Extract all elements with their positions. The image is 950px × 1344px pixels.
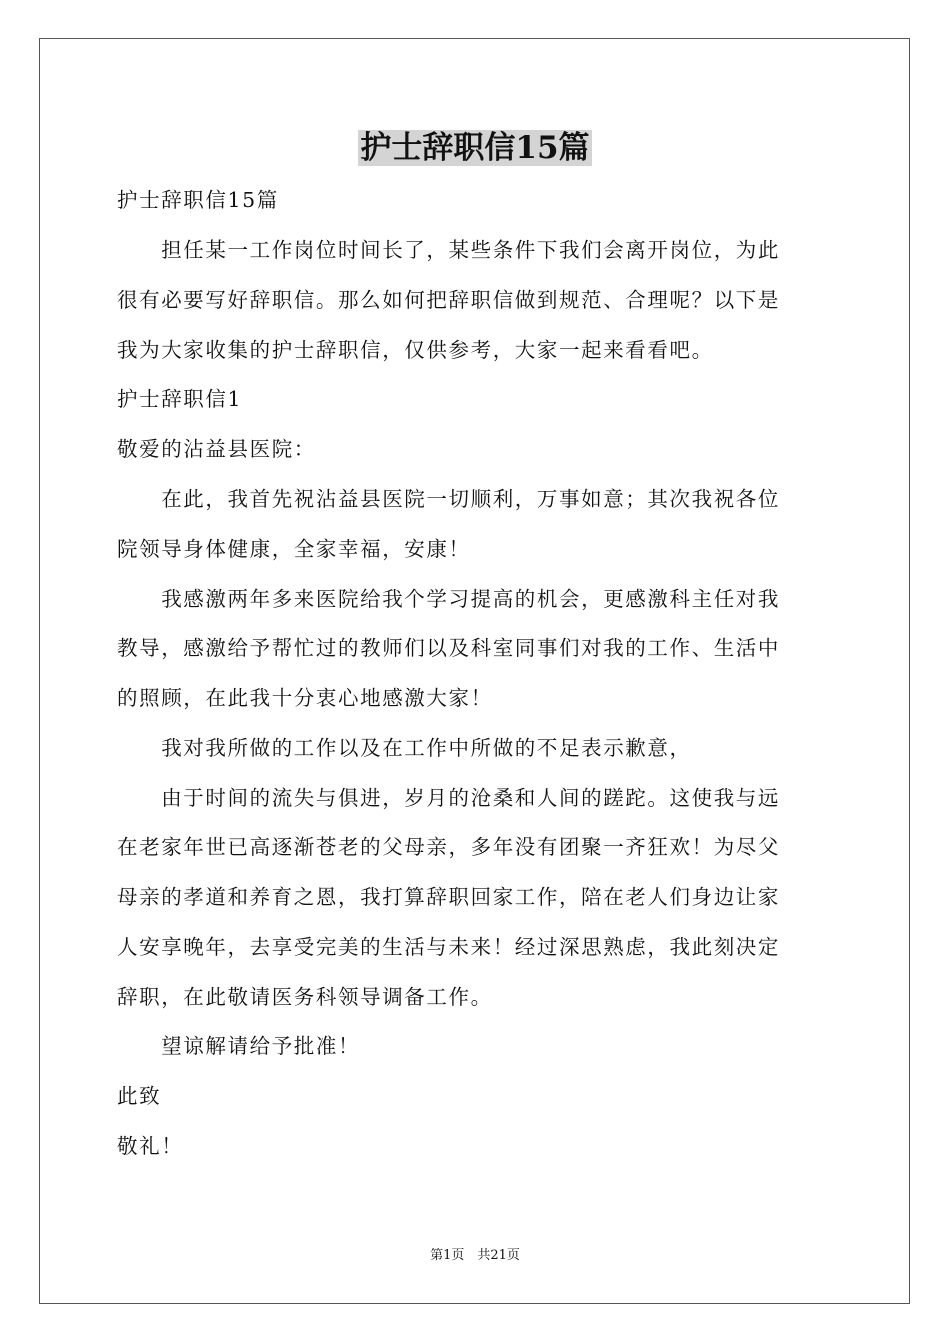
body-line: 我对我所做的工作以及在工作中所做的不足表示歉意， [117,736,692,760]
body-line: 很有必要写好辞职信。那么如何把辞职信做到规范、合理呢？以下是 [117,288,780,312]
body-line: 望谅解请给予批准！ [117,1034,361,1058]
body-line: 由于时间的流失与俱进，岁月的沧桑和人间的蹉跎。这使我与远 [117,786,780,810]
section-heading: 护士辞职信1 [117,387,243,411]
body-line: 我感激两年多来医院给我个学习提高的机会，更感激科主任对我 [117,587,780,611]
page-border [39,38,910,1304]
body-line: 担任某一工作岗位时间长了，某些条件下我们会离开岗位，为此 [117,238,780,262]
salutation: 敬爱的沾益县医院： [117,437,316,461]
body-line: 人安享晚年，去享受完美的生活与未来！经过深思熟虑，我此刻决定 [117,935,780,959]
document-title: 护士辞职信15篇 [360,130,590,166]
closing-line: 此致 [117,1084,162,1108]
body-line: 我为大家收集的护士辞职信，仅供参考，大家一起来看看吧。 [117,338,714,362]
body-line: 在老家年世已高逐渐苍老的父母亲，多年没有团聚一齐狂欢！为尽父 [117,835,780,859]
closing-line: 敬礼！ [117,1134,184,1158]
body-line: 院领导身体健康，全家幸福，安康！ [117,537,471,561]
body-line: 母亲的孝道和养育之恩，我打算辞职回家工作，陪在老人们身边让家 [117,885,780,909]
body-line: 的照顾，在此我十分衷心地感激大家！ [117,686,493,710]
body-line: 教导，感激给予帮忙过的教师们以及科室同事们对我的工作、生活中 [117,636,780,660]
body-line: 在此，我首先祝沾益县医院一切顺利，万事如意；其次我祝各位 [117,487,780,511]
body-line: 辞职，在此敬请医务科领导调备工作。 [117,985,493,1009]
subtitle-line: 护士辞职信15篇 [117,188,279,212]
page-footer: 第1页 共21页 [430,1248,520,1263]
